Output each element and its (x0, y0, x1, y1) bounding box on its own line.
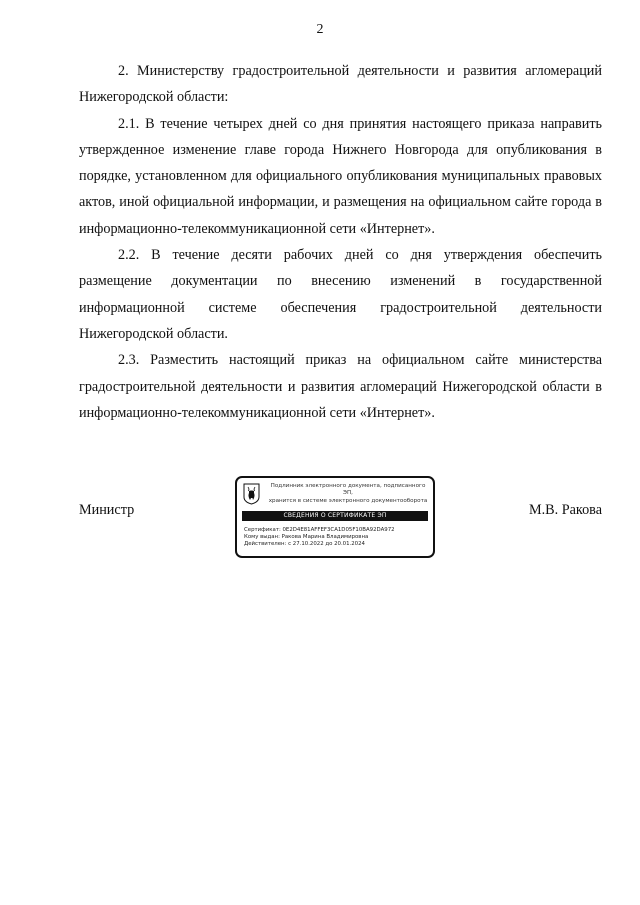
signature-block (79, 476, 602, 566)
deer-emblem-icon (243, 483, 260, 505)
document-body (79, 58, 602, 426)
paragraph-2-1: 2.1. В течение четырех дней со дня принятия настоящего приказа направить утвержденное изменение главе города Нижнего Новгорода для опубликования в порядке, установленном для официального опубликования муниципальных правовых актов, иной официальной информации, и размещения на официальном сайте города в информационно-телекоммуникационной сети «Интернет». (79, 115, 602, 237)
paragraph-2-2: 2.2. В течение десяти рабочих дней со дня утверждения обеспечить размещение документации по внесению изменений в государственной информационной системе обеспечения градостроительной деятельности Нижегородской области. (79, 247, 602, 342)
stamp-header (267, 483, 429, 505)
stamp-certificate-details (244, 527, 395, 549)
stamp-certificate-number: Сертификат: 0E2D4E81AFFEF3CA1D05F10BA92DA972 (244, 527, 395, 533)
stamp-valid-period: Действителен: с 27.10.2022 до 20.01.2024 (244, 541, 365, 548)
stamp-header-line-1: Подлинник электронного документа, подписанного ЭП, (270, 483, 426, 497)
electronic-signature-stamp (235, 476, 435, 558)
stamp-issued-to: Кому выдан: Ракова Марина Владимировна (244, 534, 369, 541)
signatory-title: Министр (79, 502, 135, 518)
paragraph-2: 2. Министерству градостроительной деятельности и развития агломераций Нижегородской области: (79, 63, 602, 106)
stamp-header-line-2: хранится в системе электронного документооборота (268, 497, 428, 504)
stamp-certificate-bar: СВЕДЕНИЯ О СЕРТИФИКАТЕ ЭП (242, 511, 428, 521)
page-number: 2 (316, 22, 324, 37)
signatory-name: М.В. Ракова (529, 502, 602, 518)
paragraph-2-3: 2.3. Разместить настоящий приказ на официальном сайте министерства градостроительной деятельности и развития агломераций Нижегородской области в информационно-телекоммуникационной сети «Интернет». (79, 352, 602, 421)
